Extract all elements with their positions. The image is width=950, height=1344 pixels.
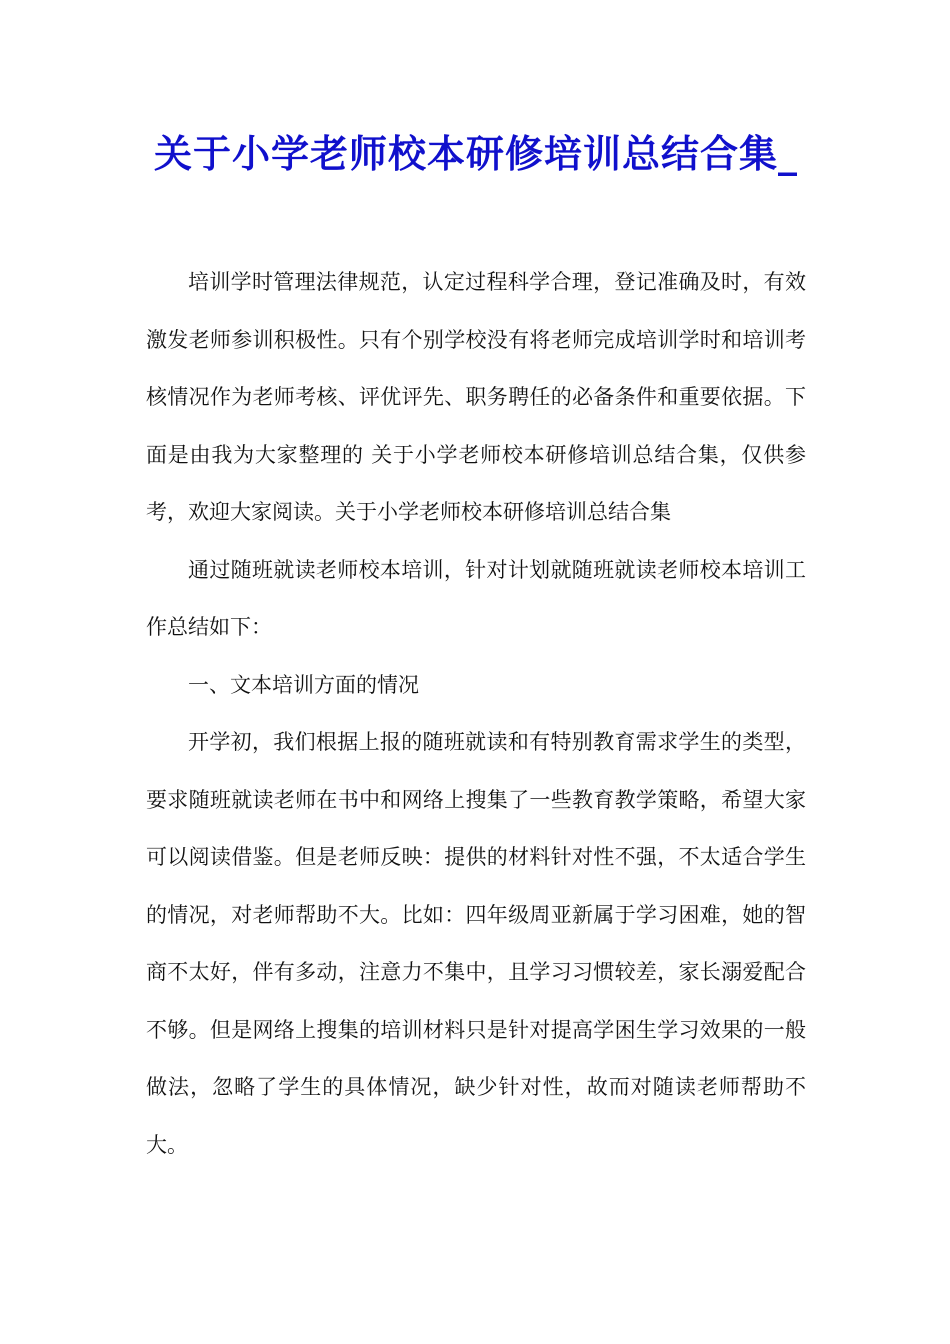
paragraph-intro: 培训学时管理法律规范，认定过程科学合理，登记准确及时，有效激发老师参训积极性。只有个别学校没有将老师完成培训学时和培训考核情况作为老师考核、评优评先、职务聘任的必备条件和重要依据。下面是由我为大家整理的 关于小学老师校本研修培训总结合集，仅供参考，欢迎大家阅读。关于小学老师校本研修培训总结合集	[146, 270, 806, 524]
paragraph-summary-lead: 通过随班就读老师校本培训，针对计划就随班就读老师校本培训工作总结如下：	[146, 557, 806, 639]
document-title: 关于小学老师校本研修培训总结合集_	[153, 132, 798, 176]
document-body	[146, 254, 806, 1174]
section-heading-text-training: 一、文本培训方面的情况	[188, 672, 419, 697]
paragraph-text-training: 开学初，我们根据上报的随班就读和有特别教育需求学生的类型，要求随班就读老师在书中和网络上搜集了一些教育教学策略，希望大家可以阅读借鉴。但是老师反映：提供的材料针对性不强，不太适合学生的情况，对老师帮助不大。比如：四年级周亚新属于学习困难，她的智商不太好，伴有多动，注意力不集中，且学习习惯较差，家长溺爱配合不够。但是网络上搜集的培训材料只是针对提高学困生学习效果的一般做法，忽略了学生的具体情况，缺少针对性，故而对随读老师帮助不大。	[146, 730, 806, 1157]
